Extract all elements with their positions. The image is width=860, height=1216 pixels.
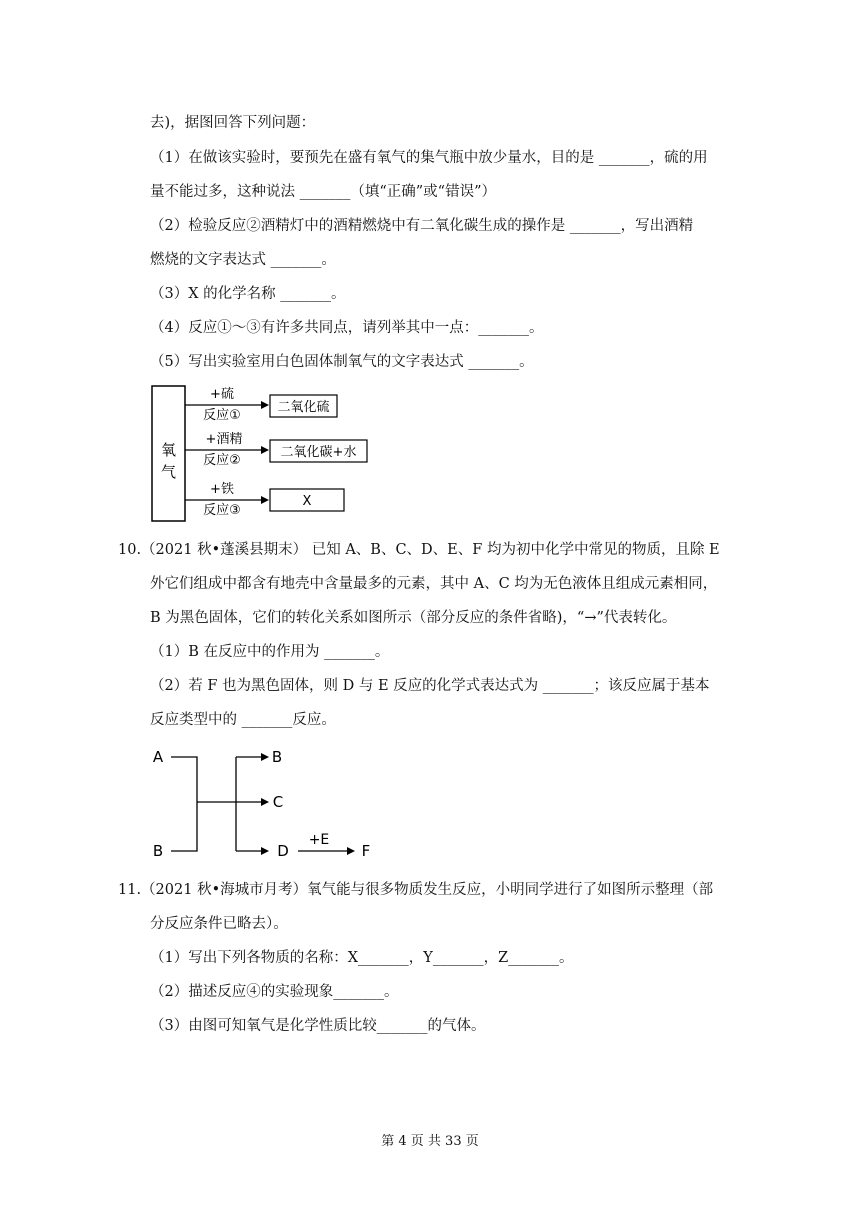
q9-intro: 去)，据图回答下列问题： [150,115,316,131]
q10-part2-line1: （2）若 F 也为黑色固体，则 D 与 E 反应的化学式表达式为 _______；该反应属于基本 [150,678,710,694]
reaction-2-label: 反应② [203,453,241,468]
q9-part4: （4）反应①～③有许多共同点，请列举其中一点：_______。 [150,320,544,336]
reaction-3-label: 反应③ [203,503,241,518]
q10-line2: 外它们组成中都含有地壳中含量最多的元素，其中 A、C 均为无色液体且组成元素相同， [150,576,718,592]
q9-part2-line1: （2）检验反应②酒精灯中的酒精燃烧中有二氧化碳生成的操作是 _______，写出酒精 [150,218,694,234]
q10-line3: B 为黑色固体，它们的转化关系如图所示（部分反应的条件省略)，“→”代表转化。 [150,610,677,626]
q9-part3: （3）X 的化学名称 _______。 [150,286,346,302]
q9-part1-line2: 量不能过多，这种说法 _______（填“正确”或“错误”） [150,184,497,200]
arrowhead-reaction-3 [261,496,269,504]
arrowhead-reaction-2 [261,446,269,454]
oxygen-label-2: 气 [160,463,177,481]
arrowhead-to-c [261,798,269,806]
q11-line2: 分反应条件已略去）。 [150,916,288,932]
node-b-output: B [271,748,283,766]
reactant-iron: +铁 [210,482,234,497]
product-co2-water: 二氧化碳+水 [280,445,357,460]
q10-line1: 10.（2021 秋•蓬溪县期末） 已知 A、B、C、D、E、F 均为初中化学中常见的物质，且除 E [118,542,720,558]
arrowhead-reaction-1 [261,401,269,409]
node-d: D [277,842,289,860]
oxygen-reaction-diagram [145,383,380,525]
q11-part3: （3）由图可知氧气是化学性质比较_______的气体。 [150,1018,486,1034]
arrowhead-d-to-f [347,847,355,855]
reactant-e: +E [308,832,330,848]
node-c: C [272,793,284,811]
q9-part5: （5）写出实验室用白色固体制氧气的文字表达式 _______。 [150,354,534,370]
product-x: X [302,494,312,509]
q11-line1: 11.（2021 秋•海城市月考）氧气能与很多物质发生反应，小明同学进行了如图所示整理（部 [118,882,714,898]
product-sulfur-dioxide: 二氧化硫 [277,400,330,415]
q11-part2: （2）描述反应④的实验现象_______。 [150,984,399,1000]
arrowhead-to-d [261,847,269,855]
reactant-alcohol: +酒精 [205,432,243,447]
reaction-1-label: 反应① [203,408,241,423]
q9-part2-line2: 燃烧的文字表达式 _______。 [150,252,336,268]
arrowhead-to-b [261,753,269,761]
q11-part1: （1）写出下列各物质的名称：X_______，Y_______，Z_______。 [150,950,574,966]
node-f: F [361,842,371,860]
node-a: A [152,748,164,766]
q10-part1: （1）B 在反应中的作用为 _______。 [150,644,390,660]
oxygen-label-1: 氧 [160,441,177,459]
reactant-sulfur: +硫 [210,387,234,402]
q10-part2-line2: 反应类型中的 _______反应。 [150,712,336,728]
bracket-inputs [171,757,197,851]
conversion-diagram [145,740,385,865]
page-footer: 第 4 页 共 33 页 [381,1134,479,1149]
q9-part1-line1: （1）在做该实验时，要预先在盛有氧气的集气瓶中放少量水，目的是 _______，硫的用 [150,150,708,166]
node-b-input: B [152,842,164,860]
